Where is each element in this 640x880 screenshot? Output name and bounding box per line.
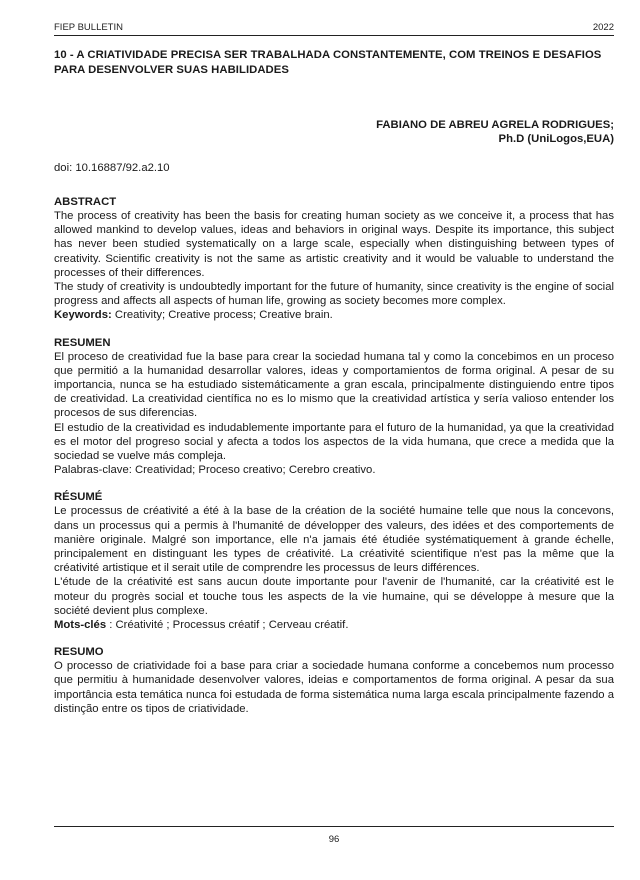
article-title: 10 - A CRIATIVIDADE PRECISA SER TRABALHADA CONSTANTEMENTE, COM TREINOS E DESAFIOS PARA DESENVOLVER SUAS HABILIDADES <box>54 49 602 76</box>
mots-cles-text: : Créativité ; Processus créatif ; Cerveau créatif. <box>106 619 349 632</box>
keywords-label: Keywords: <box>54 309 112 322</box>
resumen-section <box>54 337 614 478</box>
abstract-paragraph-1: The process of creativity has been the basis for creating human society as we conceive it, a process that has allowed mankind to develop values, ideas and behaviors in original ways. Despite its importance, this subject has never been studied systematically on a large scale, especially when distinguishing between types of creativity. Scientific creativity is not the same as artistic creativity and it would be valuable to understand the processes of their differences. <box>54 210 614 279</box>
author-block <box>54 118 614 146</box>
abstract-paragraph-2: The study of creativity is undoubtedly important for the future of humanity, since creativity is the engine of social progress and affects all aspects of human life, growing as society becomes more complex. <box>54 281 614 308</box>
resumo-heading: RESUMO <box>54 646 104 659</box>
resume-paragraph-2: L'étude de la créativité est sans aucun doute importante pour l'avenir de l'humanité, car la créativité est le moteur du progrès social et touche tous les aspects de la vie humaine, qui se développe à mesure que la société devient plus complexe. <box>54 576 614 617</box>
abstract-heading: ABSTRACT <box>54 196 117 208</box>
abstract-section <box>54 196 614 323</box>
resumen-paragraph-2: El estudio de la creatividad es indudablemente importante para el futuro de la humanidad, ya que la creatividad es el motor del progreso social y afecta a todos los aspectos de la vida humana, que crece a medida que la sociedad se vuelve más compleja. <box>54 421 614 463</box>
resumo-paragraph-1: O processo de criatividade foi a base para criar a sociedade humana conforme a concebemos num processo que permitiu à humanidade desenvolver valores, ideias e comportamentos de forma original. A pesar da sua importância esta temática nunca foi estudada de forma sistemática numa larga escala principalmente fazendo a distinção entre os tipos de criatividade. <box>54 660 614 715</box>
author-degree: Ph.D (UniLogos,EUA) <box>498 133 614 145</box>
mots-cles-label: Mots-clés <box>54 619 107 632</box>
abstract-keywords <box>54 308 614 322</box>
resumen-paragraph-1: El proceso de creatividad fue la base para crear la sociedad humana tal y como la concebimos en un proceso que permitió a la humanidad desarrollar valores, ideas y comportamientos de forma original. A pesar de su importancia, nunca se ha estudiado sistemáticamente a gran escala, principalmente distinguiendo entre tipos de creatividad. La creatividad científica no es lo mismo que la creatividad artística y sería valioso entender los procesos de sus diferencias. <box>54 350 614 420</box>
resume-paragraph-1: Le processus de créativité a été à la base de la création de la société humaine telle que nous la concevons, dans un processus qui a permis à l'humanité de développer des valeurs, des idées et des comportements de manière originale. Malgré son importance, elle n'a jamais été étudiée systématiquement à grande échelle, principalement en distinguant les types de créativité. La créativité scientifique n'est pas la même que la créativité artistique et il serait utile de comprendre les processus de leurs différences. <box>54 505 614 575</box>
page-number: 96 <box>328 834 340 845</box>
resumen-heading: RESUMEN <box>54 336 111 349</box>
publication-year: 2022 <box>592 22 614 33</box>
doi: doi: 10.16887/92.a2.10 <box>54 162 170 174</box>
resumo-section <box>54 646 614 716</box>
resume-heading: RÉSUMÉ <box>54 491 103 504</box>
running-header <box>54 22 614 36</box>
page-footer <box>54 826 614 845</box>
keywords-text: Creativity; Creative process; Creative brain. <box>111 309 333 322</box>
resume-section <box>54 491 614 632</box>
resumen-keywords: Palabras-clave: Creatividad; Proceso creativo; Cerebro creativo. <box>54 464 376 477</box>
journal-name: FIEP BULLETIN <box>54 22 123 33</box>
resume-keywords <box>54 618 614 632</box>
author-name: FABIANO DE ABREU AGRELA RODRIGUES; <box>376 119 614 131</box>
page-body <box>54 22 614 716</box>
